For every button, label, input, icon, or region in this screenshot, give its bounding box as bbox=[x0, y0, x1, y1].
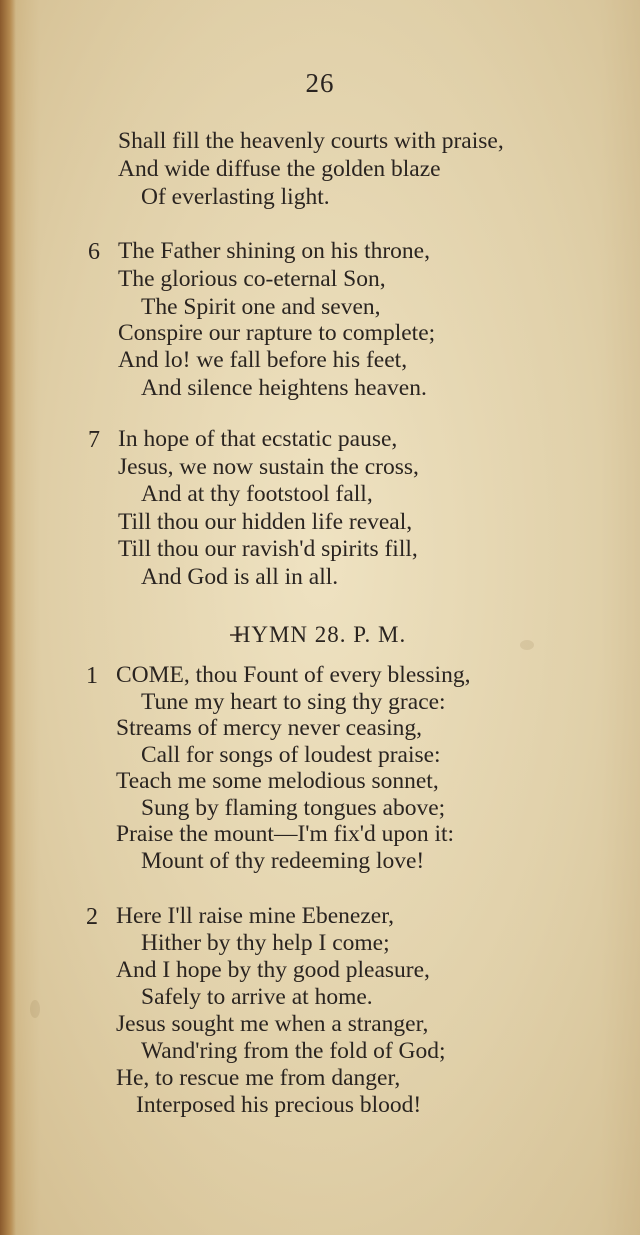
verse-line: And I hope by thy good pleasure, bbox=[116, 957, 430, 983]
stanza-number: 7 bbox=[88, 427, 100, 453]
hymn-heading: HYMN 28. P. M. bbox=[233, 622, 407, 647]
verse-line: And silence heightens heaven. bbox=[141, 375, 427, 401]
verse-line: Teach me some melodious sonnet, bbox=[116, 768, 439, 794]
stanza-number: 2 bbox=[86, 904, 98, 930]
verse-line: In hope of that ecstatic pause, bbox=[118, 426, 398, 452]
verse-line: Praise the mount—I'm fix'd upon it: bbox=[116, 821, 455, 847]
verse-line: And wide diffuse the golden blaze bbox=[118, 156, 441, 182]
verse-line: Call for songs of loudest praise: bbox=[141, 742, 441, 768]
verse-line: Safely to arrive at home. bbox=[141, 984, 373, 1010]
verse-line: Sung by flaming tongues above; bbox=[141, 795, 446, 821]
verse-line: Till thou our hidden life reveal, bbox=[118, 509, 413, 535]
verse-line: The glorious co-eternal Son, bbox=[118, 266, 386, 292]
verse-line: COME, thou Fount of every blessing, bbox=[116, 662, 471, 688]
verse-line: Till thou our ravish'd spirits fill, bbox=[118, 536, 418, 562]
verse-line: Jesus sought me when a stranger, bbox=[116, 1011, 429, 1037]
verse-line: And at thy footstool fall, bbox=[141, 481, 373, 507]
verse-line: Of everlasting light. bbox=[141, 184, 330, 210]
verse-line: Interposed his precious blood! bbox=[136, 1092, 422, 1118]
verse-line: Conspire our rapture to complete; bbox=[118, 320, 436, 346]
verse-line: Streams of mercy never ceasing, bbox=[116, 715, 423, 741]
stanza-number: 6 bbox=[88, 239, 100, 265]
verse-line: And God is all in all. bbox=[141, 564, 339, 590]
verse-line: Mount of thy redeeming love! bbox=[141, 848, 425, 874]
verse-line: And lo! we fall before his feet, bbox=[118, 347, 408, 373]
verse-line: Jesus, we now sustain the cross, bbox=[118, 454, 419, 480]
stanza-number: 1 bbox=[86, 663, 98, 689]
verse-line: The Spirit one and seven, bbox=[141, 294, 381, 320]
page-number: 26 bbox=[305, 68, 335, 98]
verse-line: The Father shining on his throne, bbox=[118, 238, 430, 264]
verse-line: Wand'ring from the fold of God; bbox=[141, 1038, 446, 1064]
verse-line: Shall fill the heavenly courts with praise, bbox=[118, 128, 504, 154]
verse-line: He, to rescue me from danger, bbox=[116, 1065, 401, 1091]
page-spine-shadow bbox=[0, 0, 16, 1235]
verse-line: Here I'll raise mine Ebenezer, bbox=[116, 903, 394, 929]
verse-line: Hither by thy help I come; bbox=[141, 930, 390, 956]
paper-stain bbox=[30, 1000, 40, 1018]
verse-line: Tune my heart to sing thy grace: bbox=[141, 689, 446, 715]
